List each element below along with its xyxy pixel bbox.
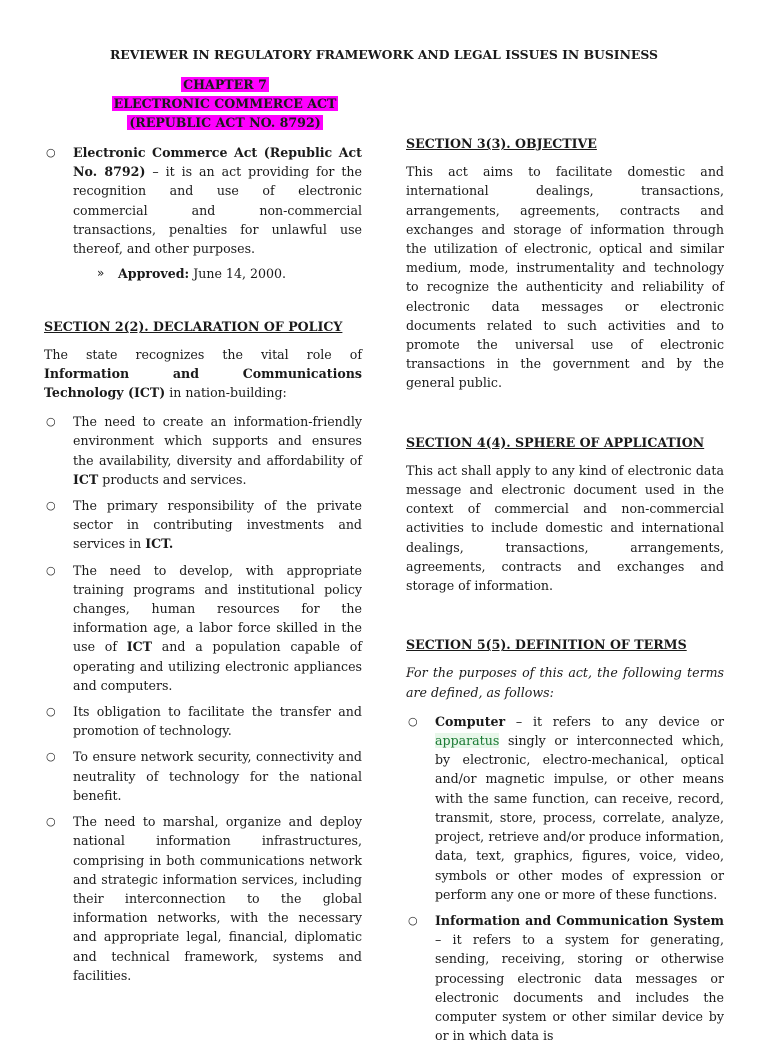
item-bold: ICT. — [145, 536, 174, 552]
circle-bullet-icon: ○ — [46, 563, 56, 577]
list-item — [44, 812, 362, 985]
list-item — [44, 496, 362, 554]
circle-bullet-icon: ○ — [46, 815, 56, 829]
list-item — [44, 702, 362, 740]
section2-lead-bold: Information and Communications Technology (ICT) — [44, 365, 362, 401]
definition-text-tail: singly or interconnected which, by electronic, electro-mechanical, optical and/or magnetic impulse, or other means with the same function, can receive, record, transmit, store, process, correlate, analyze, project, retrieve and/or produce information, data, text, graphics, figures, voice, video, symbols or other modes of expression or perform any one or more of these functions. — [435, 733, 724, 902]
section4-heading: SECTION 4(4). SPHERE OF APPLICATION — [406, 434, 705, 450]
definition-item-computer — [406, 712, 724, 904]
right-column — [406, 134, 724, 1052]
item-text: Its obligation to facilitate the transfer and promotion of technology. — [73, 704, 362, 739]
left-column — [44, 143, 362, 992]
list-item — [44, 747, 362, 805]
list-item — [44, 561, 362, 695]
chapter-act-number: (REPUBLIC ACT NO. 8792) — [129, 115, 321, 130]
definition-term: Information and Communication System — [435, 912, 724, 928]
item-text: The need to create an information-friendly environment which supports and ensures the availability, diversity and affordability of — [73, 414, 362, 468]
item-text: To ensure network security, connectivity and neutrality of technology for the national benefit. — [73, 749, 362, 803]
circle-bullet-icon: ○ — [46, 415, 56, 429]
item-text: The need to develop, with appropriate training programs and institutional policy changes, human resources for the information age, a labor force skilled in the use of — [73, 562, 362, 655]
definition-text: – it refers to a system for generating, sending, receiving, storing or otherwise processing electronic data messages or electronic documents and includes the computer system or other similar device by or in which data is — [435, 932, 724, 1044]
definitions-list — [406, 712, 724, 1045]
item-text: The need to marshal, organize and deploy national information infrastructures, comprising in both communications network and strategic information services, including their interconnection to the global information networks, with the necessary and appropriate legal, financial, diplomatic and technical framework, systems and facilities. — [73, 814, 362, 983]
approved-label: Approved: — [118, 266, 190, 282]
section3-text: This act aims to facilitate domestic and international dealings, transactions, arrangements, agreements, contracts and exchanges and storage of information through the utilization of electronic, optical and similar medium, mode, instrumentality and technology to recognize the authenticity and reliability of electronic data messages or electronic documents related to such activities and to promote the universal use of electronic transactions in the government and by the general public. — [406, 164, 724, 391]
chapter-number: CHAPTER 7 — [183, 77, 267, 92]
circle-bullet-icon: ○ — [408, 714, 418, 728]
circle-bullet-icon: ○ — [46, 750, 56, 764]
circle-bullet-icon: ○ — [46, 705, 56, 719]
section4-text: This act shall apply to any kind of electronic data message and electronic document used in the context of commercial and non-commercial activities to include domestic and international dealings, transactions, arrangements, agreements, contracts and exchanges and storage of information. — [406, 462, 724, 594]
approved-subitem — [73, 264, 362, 283]
intro-item — [44, 143, 362, 283]
item-bold: ICT — [73, 471, 99, 487]
intro-text: – it is an act providing for the recognition and use of electronic commercial and non-commercial transactions, penalties for unlawful use thereof, and other purposes. — [73, 164, 362, 257]
circle-bullet-icon: ○ — [46, 499, 56, 513]
circle-bullet-icon: ○ — [408, 913, 418, 927]
section2-lead-tail: in nation-building: — [165, 385, 287, 401]
item-text-tail: products and services. — [98, 471, 247, 487]
document-title: REVIEWER IN REGULATORY FRAMEWORK AND LEGAL ISSUES IN BUSINESS — [110, 47, 658, 62]
section2-lead-text: The state recognizes the vital role of — [44, 346, 362, 362]
chapter-heading — [44, 75, 406, 132]
item-text-tail: and a population capable of operating and utilizing electronic appliances and computers. — [73, 639, 362, 693]
intro-term: Electronic Commerce Act (Republic Act No. 8792) — [73, 145, 362, 180]
section5-lead: For the purposes of this act, the following terms are defined, as follows: — [406, 665, 724, 700]
definition-text: – it refers to any device or — [505, 713, 724, 729]
double-chevron-icon: » — [97, 266, 105, 281]
definition-item-ics — [406, 911, 724, 1045]
policy-list — [44, 412, 362, 985]
chapter-title: ELECTRONIC COMMERCE ACT — [113, 96, 337, 111]
section3-heading: SECTION 3(3). OBJECTIVE — [406, 136, 597, 151]
section5-heading: SECTION 5(5). DEFINITION OF TERMS — [406, 637, 687, 653]
item-text: The primary responsibility of the private sector in contributing investments and services in — [73, 498, 362, 552]
circle-bullet-icon: ○ — [46, 146, 56, 159]
approved-date: June 14, 2000. — [189, 266, 287, 282]
section2-lead — [44, 345, 362, 403]
definition-term: Computer — [435, 713, 506, 729]
highlighted-word: apparatus — [435, 733, 500, 749]
section2-heading: SECTION 2(2). DECLARATION OF POLICY — [44, 319, 343, 335]
list-item — [44, 412, 362, 489]
item-bold: ICT — [126, 639, 153, 655]
